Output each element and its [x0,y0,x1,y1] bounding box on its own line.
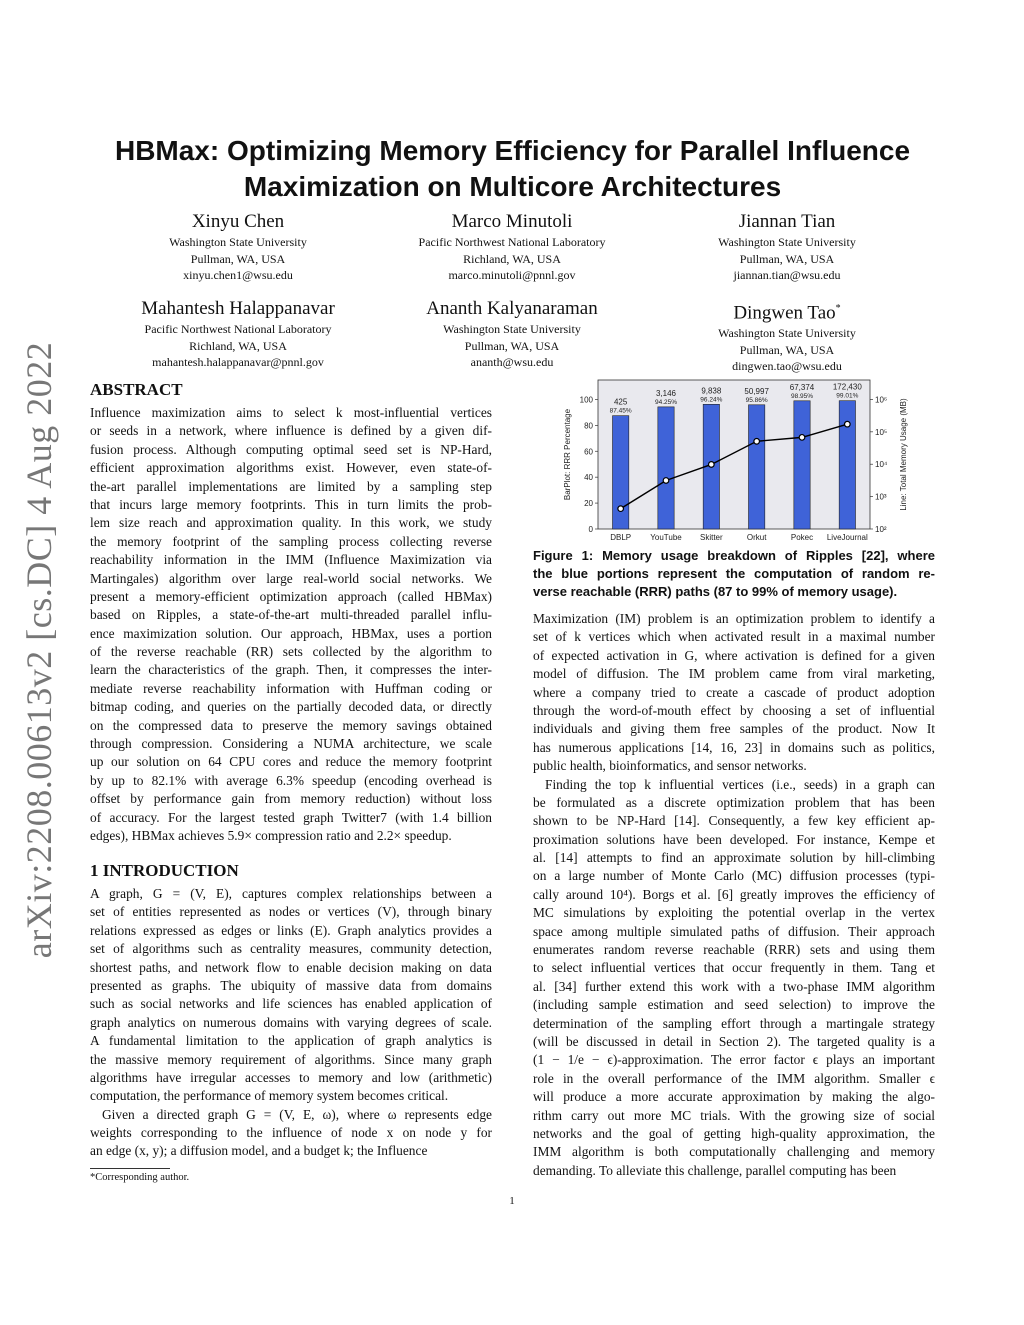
text-line: efficient approximation algorithms exist. However, even state-of- [90,460,492,476]
bar-percent-label: 87.45% [609,407,632,415]
bar-percent-label: 96.24% [700,396,723,404]
memory-usage-chart [548,376,920,548]
category-label: LiveJournal [826,533,868,542]
text-line: A graph, G = (V, E), captures complex relationships between a [90,886,492,901]
text-line: set of k vertices which when activated result in a maximal number [533,629,935,645]
text-line: through the word-of-mouth effect by choosing a set of influential [533,702,935,718]
memory-point [754,438,760,444]
text-line: Given a directed graph G = (V, E, ω), where ω represents edge [102,1106,492,1122]
abstract-heading: ABSTRACT [90,380,183,399]
text-line: present a memory-efficient optimization approach (called HBMax) [90,588,492,604]
category-label: YouTube [650,533,682,542]
text-line: al. [14] attempts to find an approximate solution by hill-climbing [533,850,935,866]
author-email: mahantesh.halappanavar@pnnl.gov [152,355,324,369]
text-line: offset by performance gain from memory reduction) without loss [90,791,492,807]
text-line: IMM algorithm is both computationally challenging and memory [533,1144,935,1160]
text-line: will produce a more accurate approximation by making the algo- [533,1089,935,1105]
text-line: role in the overall performance of the IMM algorithm. Smaller ϵ [533,1070,935,1086]
author-name: Mahantesh Halappanavar [141,298,335,319]
author-name: Jiannan Tian [738,211,836,232]
author-email: marco.minutoli@pnnl.gov [448,268,576,282]
text-line: the memory footprint of the sampling process collecting reverse [90,533,492,549]
right-tick-label: 10⁵ [875,427,888,437]
text-line: mediate reverse reachability information with Huffman coding or [90,680,492,696]
text-line: learn the characteristics of the graph. Then, it compresses the inter- [90,662,492,678]
plot-area [598,380,870,529]
bar-pokec [794,401,810,529]
author-affiliation: Pacific Northwest National Laboratory [144,322,332,336]
left-tick-label: 0 [588,525,593,534]
bar-livejournal [839,401,855,529]
text-line: up our solution on 64 CPU cores and reduce the memory footprint [90,754,492,770]
text-line: shown to be NP-Hard [14]. Consequently, a few key efficient ap- [533,813,935,829]
author-affiliation: Washington State University [718,326,856,341]
text-line: on the compressed data to preserve the memory savings obtained [90,717,492,733]
author-location: Pullman, WA, USA [739,251,835,266]
category-label: Skitter [699,533,723,542]
text-line: individuals and giving them free samples of the product. Now It [533,721,935,737]
left-tick-label: 100 [579,395,593,405]
text-line: graph analytics on numerous domains with varying degrees of scale. [90,1014,492,1030]
text-line: or seeds in a network, where influence is defined by a given dif- [90,423,492,439]
author-email: xinyu.chen1@wsu.edu [183,268,293,282]
author-location: Richland, WA, USA [463,251,561,266]
left-tick-label: 60 [584,447,593,457]
text-line: rithm carry out more MC trials. With the growing size of social [533,1107,935,1123]
author-name [637,297,937,325]
figure-caption [533,547,935,601]
category-label: DBLP [610,533,632,542]
author-block [362,297,662,371]
arxiv-identifier [4,341,74,959]
text-line: (including sample estimation and seed selection) to improve the [533,997,935,1013]
right-tick-label: 10⁴ [875,460,888,470]
bar-value-label: 172,430 [832,382,862,392]
page-number: 1 [509,1195,515,1207]
bar-percent-label: 94.25% [654,398,678,406]
bar-value-label: 67,374 [789,382,815,392]
footnote: *Corresponding author. [90,1172,190,1183]
caption-line: verse reachable (RRR) paths (87 to 99% of memory usage). [533,584,898,599]
text-line: fusion process. Although computing optimal seed set is NP-Hard, [90,441,492,457]
left-tick-label: 80 [584,421,593,431]
right-tick-label: 10⁶ [875,395,888,405]
text-line: algorithms have irregular accesses to memory and low (arithmetic) [90,1069,492,1085]
text-line: on a large number of Monte Carlo (MC) diffusion processes (typi- [533,868,935,884]
author-name: Ananth Kalyanaraman [426,298,598,319]
paper-title [90,133,935,205]
author-email: dingwen.tao@wsu.edu [732,359,842,374]
author-affiliation: Pacific Northwest National Laboratory [418,235,606,249]
text-line: enumerates random reverse reachable (RRR) sets and using them [533,942,935,958]
author-block [362,210,662,284]
author-block [637,297,937,375]
text-line: bitmap coding, and queries on the partially decoded data, or directly [90,699,492,715]
memory-point [845,421,851,427]
text-line: the massive memory requirement of algorithms. Since many graph [90,1051,492,1067]
text-line: Martingales) algorithm over large real-world social networks. We [90,570,492,586]
right-axis-label: Line: Total Memory Usage (MB) [899,398,908,511]
title-line-1: HBMax: Optimizing Memory Efficiency for Parallel Influence [114,135,911,166]
text-line: al. [34] further extend this work with a two-phase IMM algorithm [533,978,935,994]
category-label: Pokec [790,533,814,542]
text-line: Finding the top k influential vertices (i.e., seeds) in a graph can [545,776,935,792]
text-line: (will be discussed in detail in Section 2). The targeted quality is a [533,1033,935,1049]
corresponding-mark: * [835,303,841,314]
text-line: to select influential vertices that occur frequently in them. Tang et [533,960,935,976]
text-line: edges), HBMax achieves 5.9× compression ratio and 2.2× speedup. [90,827,452,843]
author-block [637,210,937,284]
right-tick-label: 10³ [875,492,887,502]
text-line: of the reverse reachable (RR) sets collected by the algorithm to [90,644,492,660]
text-line: space among multiple simulated paths of diffusion. Their approach [533,923,935,939]
intro-body [90,885,492,1161]
author-name-text: Dingwen Tao [733,302,836,324]
author-affiliation: Washington State University [169,235,307,249]
caption-line: Figure 1: Memory usage breakdown of Ripples [22], where [533,548,935,563]
text-line: weights corresponding to the influence of node x on node y for [90,1125,492,1141]
text-line: set of algorithms such as centrality measures, community detection, [90,941,492,957]
author-location: Richland, WA, USA [189,338,287,353]
author-block [88,297,388,371]
bar-percent-label: 95.86% [745,396,768,404]
text-line: public health, bioinformatics, and sensor networks. [533,758,807,774]
bar-value-label: 50,997 [744,386,769,396]
memory-point [709,462,715,468]
right-tick-label: 10² [875,525,887,534]
category-label: Orkut [746,533,767,542]
memory-point [799,435,805,441]
text-line: where a company tried to create a cascade of product adoption [533,684,935,700]
bar-value-label: 9,838 [701,386,722,396]
text-line: presented as graphs. The ubiquity of massive data from domains [90,977,492,993]
text-line: ence maximization solution. Our approach, HBMax, uses a portion [90,625,492,641]
arxiv-id-text: arXiv:2208.00613v2 [cs.DC] 4 Aug 2022 [19,341,59,959]
author-block [88,210,388,284]
text-line: proximation solutions have been developed. For instance, Kempe et [533,831,935,847]
text-line: (1 − 1/e − ϵ)-approximation. The error factor ϵ plays an important [533,1052,935,1068]
author-affiliation: Washington State University [443,322,581,336]
text-line: Influence maximization aims to select k most-influential vertices [90,405,492,420]
text-line: determination of the sampling effort through a martingale strategy [533,1015,935,1031]
text-line: Maximization (IM) problem is an optimization problem to identify a [533,611,935,626]
text-line: that incurs large memory footprints. This in turn limits the prob- [90,496,492,512]
author-name: Marco Minutoli [451,211,573,232]
text-line: model of diffusion. The IM problem came from viral marketing, [533,666,935,682]
text-line: such as social networks and life sciences has enabled application of [90,996,492,1012]
left-tick-label: 20 [584,499,593,509]
text-line: an edge (x, y); a diffusion model, and a budget k; the Influence [90,1143,428,1159]
abstract-body [90,404,492,845]
author-email: jiannan.tian@wsu.edu [733,268,841,282]
bar-percent-label: 98.95% [790,392,814,400]
text-line: by up to 82.1% with average 6.3% speedup (encoding overhead is [90,772,492,788]
author-name: Xinyu Chen [191,211,285,232]
author-location: Pullman, WA, USA [739,342,835,357]
text-line: lem size reach and approximation quality. In this work, we study [90,515,492,531]
text-line: be formulated as a discrete optimization problem that has been [533,794,935,810]
bar-value-label: 425 [613,397,628,407]
text-line: networks and the goal of getting high-quality approximation, the [533,1125,935,1141]
text-line: the-art parallel implementations are limited by a sampling step [90,478,492,494]
left-tick-label: 40 [584,473,593,483]
text-line: cally around 10⁴). Borgs et al. [6] greatly improves the efficiency of [533,886,935,902]
text-line: A fundamental limitation to the application of graph analytics is [90,1033,492,1049]
text-line: reachability information in the IMM (Influence Maximization via [90,552,492,568]
bar-value-label: 3,146 [655,388,677,398]
author-email: ananth@wsu.edu [470,355,554,369]
text-line: based on Ripples, a state-of-the-art multi-threaded parallel influ- [90,607,492,623]
caption-line: the blue portions represent the computation of random re- [533,566,935,581]
author-location: Pullman, WA, USA [190,251,286,266]
text-line: computation, the performance of memory system becomes critical. [90,1088,449,1104]
footnote-rule [90,1168,170,1169]
text-line: MC simulations by exploiting the potential overlap in the vertex [533,905,935,921]
text-line: has numerous applications [14, 16, 23] in domains such as politics, [533,739,935,755]
bar-orkut [749,405,765,529]
text-line: of accuracy. For the largest tested graph Twitter7 (with 1.4 billion [90,809,492,825]
author-affiliation: Washington State University [718,235,856,249]
text-line: of expected activation in G, where activation is defined for a given [533,647,935,663]
text-line: through compression. Considering a NUMA architecture, we scale [90,736,492,752]
text-line: demanding. To alleviate this challenge, parallel computing has been [533,1162,897,1178]
text-line: relations expressed as edges or links (E). Graph analytics provides a [90,922,492,938]
bar-youtube [658,407,674,529]
title-line-2: Maximization on Multicore Architectures [243,171,782,202]
intro-heading: 1 INTRODUCTION [90,861,239,880]
left-axis-label: BarPlot: RRR Percentage [563,408,572,501]
memory-point [663,478,669,484]
text-line: set of entities represented as nodes or vertices (V), through binary [90,904,492,920]
memory-point [618,506,624,512]
bar-percent-label: 99.01% [836,392,859,400]
text-line: shortest paths, and network flow to enable decision making on data [90,959,492,975]
author-location: Pullman, WA, USA [464,338,560,353]
right-column-body [533,610,935,1180]
